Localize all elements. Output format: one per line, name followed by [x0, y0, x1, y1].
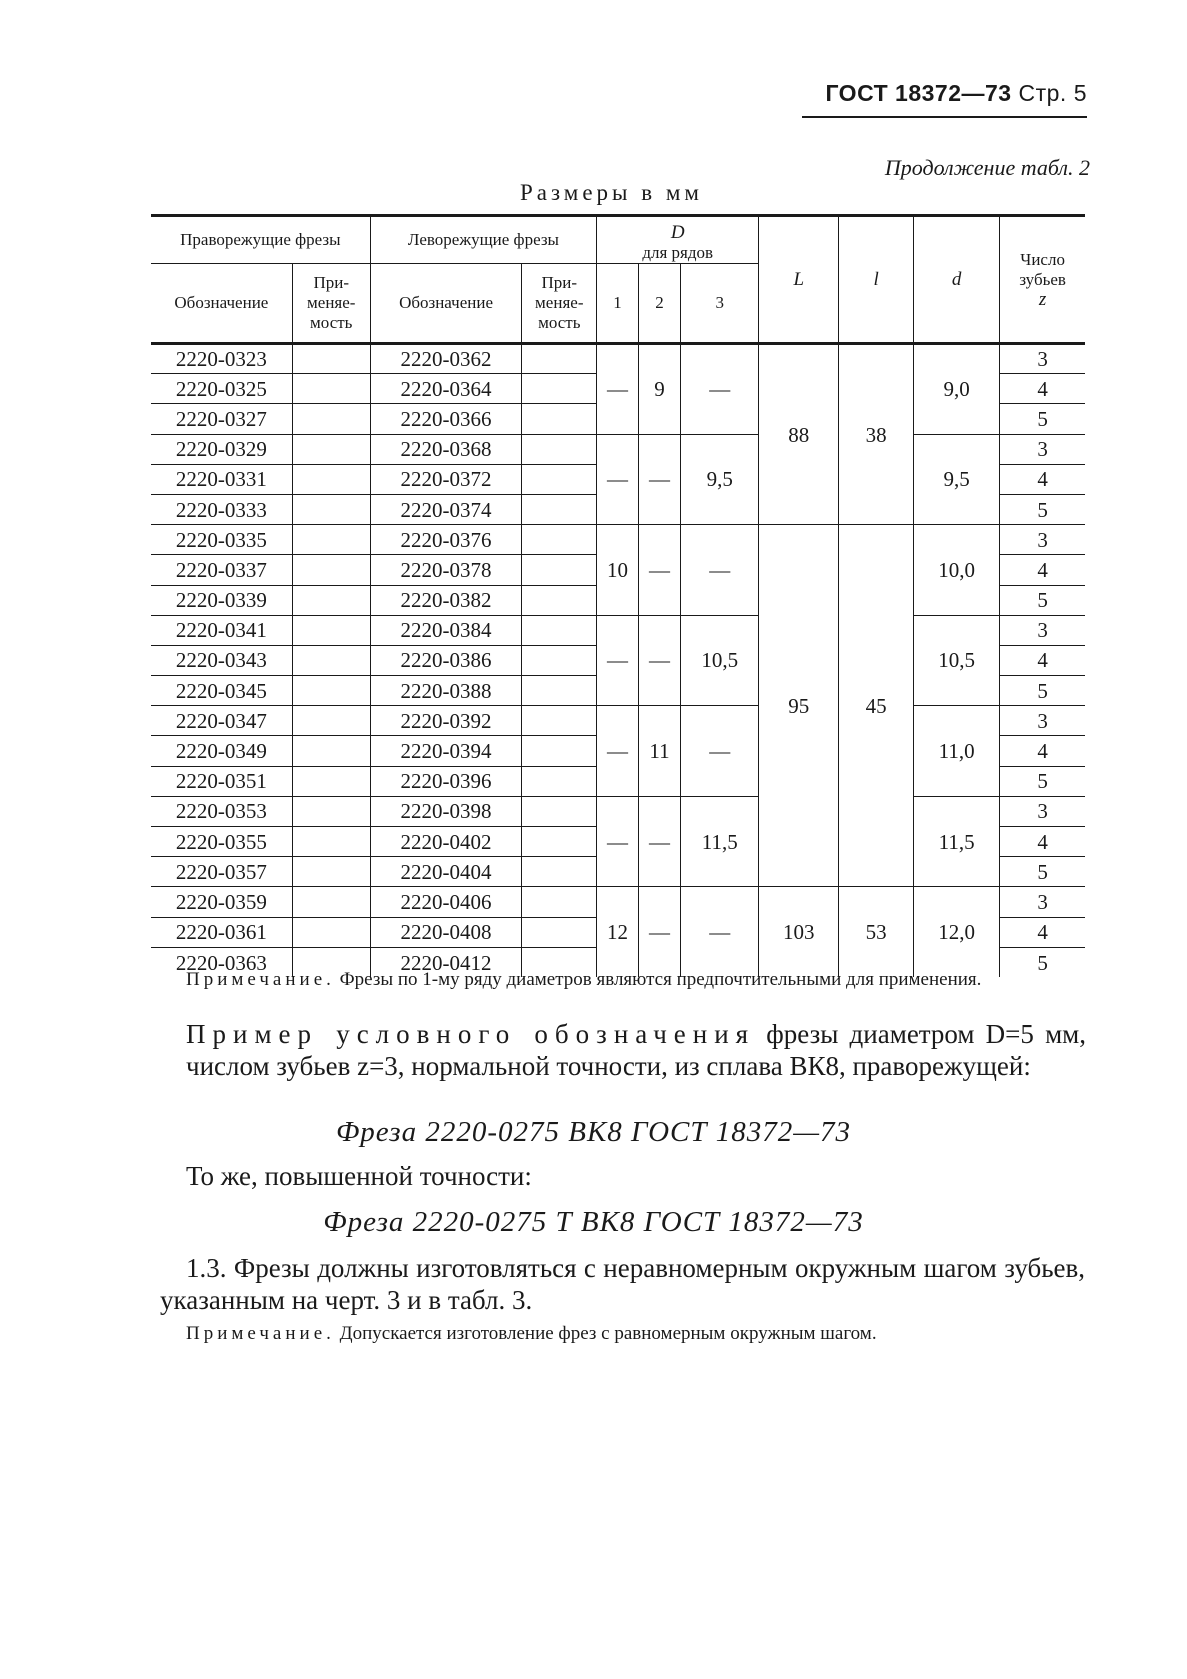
- d-cell: 9,5: [914, 434, 1000, 525]
- example-paragraph: [186, 1018, 1086, 1082]
- right-applicability-cell: [292, 766, 370, 796]
- left-cutters-header: Леворежущие фрезы: [370, 216, 596, 264]
- left-applicability-cell: [522, 796, 597, 826]
- left-applicability-cell: [522, 827, 597, 857]
- table-row: [151, 887, 1085, 917]
- right-applicability-cell: [292, 555, 370, 585]
- right-applicability-cell: [292, 434, 370, 464]
- d-row3-cell: —: [681, 344, 759, 435]
- note-uniform-pitch: [186, 1322, 1086, 1346]
- teeth-cell: 5: [1000, 404, 1085, 434]
- teeth-cell: 5: [1000, 766, 1085, 796]
- teeth-cell: 3: [1000, 525, 1085, 555]
- d-rows-header: [597, 216, 759, 264]
- d-cell: 10,5: [914, 615, 1000, 706]
- left-applicability-cell: [522, 676, 597, 706]
- left-applicability-cell: [522, 374, 597, 404]
- table-row: [151, 706, 1085, 736]
- right-applicability-cell: [292, 525, 370, 555]
- left-applicability-cell: [522, 464, 597, 494]
- right-designation-cell: 2220-0345: [151, 676, 292, 706]
- row1-header: 1: [597, 264, 639, 344]
- d-row1-cell: 12: [597, 887, 639, 978]
- left-applicability-cell: [522, 857, 597, 887]
- L-cell: 103: [759, 887, 839, 978]
- left-designation-cell: 2220-0398: [370, 796, 522, 826]
- table-row: [151, 344, 1085, 374]
- right-designation-cell: 2220-0355: [151, 827, 292, 857]
- left-designation-cell: 2220-0366: [370, 404, 522, 434]
- d-row2-cell: —: [638, 796, 681, 887]
- d-row3-cell: —: [681, 525, 759, 616]
- L-header: L: [759, 216, 839, 344]
- d-row2-cell: —: [638, 434, 681, 525]
- teeth-cell: 5: [1000, 494, 1085, 524]
- d-row1-cell: —: [597, 706, 639, 797]
- teeth-cell: 4: [1000, 555, 1085, 585]
- example-lead: Пример условного обозначения: [186, 1019, 756, 1049]
- right-designation-cell: 2220-0335: [151, 525, 292, 555]
- note-label: Примечание.: [186, 1323, 335, 1344]
- table-body: [151, 344, 1085, 978]
- right-designation-cell: 2220-0333: [151, 494, 292, 524]
- left-designation-cell: 2220-0378: [370, 555, 522, 585]
- right-applicability-cell: [292, 796, 370, 826]
- teeth-cell: 4: [1000, 736, 1085, 766]
- teeth-cell: 4: [1000, 917, 1085, 947]
- right-applicability-cell: [292, 857, 370, 887]
- note-text: Фрезы по 1-му ряду диаметров являются предпочтительными для применения.: [339, 969, 982, 990]
- teeth-cell: 5: [1000, 585, 1085, 615]
- standard-number: ГОСТ 18372—73: [825, 80, 1012, 106]
- left-applicability-cell: [522, 917, 597, 947]
- left-designation-cell: 2220-0402: [370, 827, 522, 857]
- left-applicability-cell: [522, 887, 597, 917]
- right-designation-cell: 2220-0353: [151, 796, 292, 826]
- teeth-cell: 4: [1000, 464, 1085, 494]
- left-applicability-cell: [522, 706, 597, 736]
- d-row2-cell: 9: [638, 344, 681, 435]
- teeth-cell: 3: [1000, 887, 1085, 917]
- right-designation-cell: 2220-0349: [151, 736, 292, 766]
- right-designation-cell: 2220-0323: [151, 344, 292, 374]
- table-row: [151, 434, 1085, 464]
- left-designation-cell: 2220-0392: [370, 706, 522, 736]
- d-row1-cell: —: [597, 434, 639, 525]
- teeth-cell: 3: [1000, 706, 1085, 736]
- left-designation-cell: 2220-0372: [370, 464, 522, 494]
- d-cell: 10,0: [914, 525, 1000, 616]
- right-designation-header: Обозначение: [151, 264, 292, 344]
- right-designation-cell: 2220-0363: [175, 950, 267, 975]
- left-applicability-cell: [522, 525, 597, 555]
- left-applicability-cell: [522, 494, 597, 524]
- right-applicability-cell: [292, 344, 370, 374]
- d-row2-cell: —: [638, 887, 681, 978]
- left-applicability-cell: [522, 645, 597, 675]
- right-designation-cell: 2220-0343: [151, 645, 292, 675]
- teeth-cell: 5: [1000, 857, 1085, 887]
- d-rows-label: для рядов: [642, 243, 714, 262]
- teeth-cell: 4: [1000, 827, 1085, 857]
- d-symbol: D: [670, 222, 685, 243]
- teeth-cell: 5: [1000, 947, 1085, 977]
- right-designation-cell: 2220-0337: [151, 555, 292, 585]
- d-row3-cell: 10,5: [681, 615, 759, 706]
- d-cell: 11,0: [914, 706, 1000, 797]
- units-caption: Размеры в мм: [520, 180, 703, 205]
- teeth-cell: 5: [1000, 676, 1085, 706]
- l-cell: 53: [839, 887, 914, 978]
- d-row3-cell: 9,5: [681, 434, 759, 525]
- L-cell: 88: [759, 344, 839, 525]
- cutter-dimensions-table: [151, 214, 1085, 977]
- table-row: [151, 796, 1085, 826]
- left-designation-cell: 2220-0406: [370, 887, 522, 917]
- right-applicability-cell: [292, 736, 370, 766]
- left-applicability-cell: [522, 404, 597, 434]
- teeth-header: [1000, 216, 1085, 344]
- right-applicability-cell: [292, 917, 370, 947]
- teeth-cell: 3: [1000, 344, 1085, 374]
- d-cell: 12,0: [914, 887, 1000, 978]
- d-row1-cell: 10: [597, 525, 639, 616]
- teeth-cell: 3: [1000, 796, 1085, 826]
- l-cell: 45: [839, 525, 914, 887]
- l-header: l: [839, 216, 914, 344]
- left-applicability-cell: [522, 555, 597, 585]
- teeth-cell: 3: [1000, 615, 1085, 645]
- left-applicability-cell: [522, 615, 597, 645]
- left-applicability-cell: [522, 585, 597, 615]
- left-designation-cell: 2220-0376: [370, 525, 522, 555]
- d-row1-cell: —: [597, 796, 639, 887]
- left-designation-cell: 2220-0384: [370, 615, 522, 645]
- teeth-cell: 4: [1000, 374, 1085, 404]
- d-row3-cell: —: [681, 887, 759, 978]
- table-continuation-caption: Продолжение табл. 2: [884, 155, 1090, 180]
- L-cell: 95: [759, 525, 839, 887]
- left-designation-cell: 2220-0404: [370, 857, 522, 887]
- left-designation-cell: 2220-0364: [370, 374, 522, 404]
- right-designation-cell: 2220-0329: [151, 434, 292, 464]
- teeth-symbol: z: [1038, 288, 1047, 310]
- d-row2-cell: 11: [638, 706, 681, 797]
- teeth-cell: 4: [1000, 645, 1085, 675]
- right-designation-cell: 2220-0351: [151, 766, 292, 796]
- left-designation-cell: 2220-0408: [370, 917, 522, 947]
- right-applicability-header: При- меняе- мость: [292, 264, 370, 344]
- right-applicability-cell: [292, 676, 370, 706]
- left-designation-cell: 2220-0388: [370, 676, 522, 706]
- designation-high: Фреза 2220-0275 Т ВК8 ГОСТ 18372—73: [323, 1206, 864, 1238]
- same-high-precision: То же, повышенной точности:: [186, 1161, 532, 1191]
- left-designation-header: Обозначение: [370, 264, 522, 344]
- right-designation-cell: 2220-0347: [151, 706, 292, 736]
- note-preferred-series: [186, 968, 1086, 992]
- right-applicability-cell: [292, 494, 370, 524]
- d-cell: 11,5: [914, 796, 1000, 887]
- left-designation-cell: 2220-0382: [370, 585, 522, 615]
- left-applicability-cell: [522, 736, 597, 766]
- page-number: Стр. 5: [1018, 80, 1087, 106]
- d-header: d: [914, 216, 1000, 344]
- left-designation-cell: 2220-0386: [370, 645, 522, 675]
- d-row1-cell: —: [597, 344, 639, 435]
- note-label: Примечание.: [186, 969, 335, 990]
- right-applicability-cell: [292, 887, 370, 917]
- right-applicability-cell: [292, 374, 370, 404]
- l-cell: 38: [839, 344, 914, 525]
- right-applicability-cell: [292, 706, 370, 736]
- right-applicability-cell: [292, 645, 370, 675]
- header-rule: [802, 116, 1087, 118]
- left-designation-cell: 2220-0362: [370, 344, 522, 374]
- d-row2-cell: —: [638, 615, 681, 706]
- table-row: [151, 615, 1085, 645]
- d-row1-cell: —: [597, 615, 639, 706]
- left-applicability-cell: [522, 766, 597, 796]
- left-applicability-cell: [522, 344, 597, 374]
- teeth-cell: 3: [1000, 434, 1085, 464]
- left-designation-cell: 2220-0396: [370, 766, 522, 796]
- right-applicability-cell: [292, 404, 370, 434]
- d-row2-cell: —: [638, 525, 681, 616]
- right-applicability-cell: [292, 585, 370, 615]
- d-cell: 9,0: [914, 344, 1000, 435]
- d-row3-cell: 11,5: [681, 796, 759, 887]
- table-row: [151, 525, 1085, 555]
- right-designation-cell: 2220-0361: [151, 917, 292, 947]
- left-designation-cell: 2220-0394: [370, 736, 522, 766]
- right-designation-cell: 2220-0331: [151, 464, 292, 494]
- row3-header: 3: [681, 264, 759, 344]
- example-text: фрезы диаметром D=5 мм, числом зубьев z=3, нормальной точности, из сплава ВК8, праворежущей:: [186, 1019, 1087, 1081]
- row2-header: 2: [638, 264, 681, 344]
- right-designation-cell: 2220-0357: [151, 857, 292, 887]
- left-applicability-header: При- меняе- мость: [522, 264, 597, 344]
- right-applicability-cell: [292, 827, 370, 857]
- right-applicability-cell: [292, 464, 370, 494]
- right-cutters-header: Праворежущие фрезы: [151, 216, 370, 264]
- right-designation-cell: 2220-0359: [151, 887, 292, 917]
- teeth-label: Число зубьев: [1019, 249, 1066, 289]
- left-designation-cell: 2220-0374: [370, 494, 522, 524]
- left-applicability-cell: [522, 434, 597, 464]
- right-designation-cell: 2220-0327: [151, 404, 292, 434]
- note-text: Допускается изготовление фрез с равномерным окружным шагом.: [339, 1323, 877, 1344]
- right-designation-cell: 2220-0339: [151, 585, 292, 615]
- right-applicability-cell: [292, 615, 370, 645]
- page-header: [825, 80, 1087, 107]
- right-designation-cell: 2220-0325: [151, 374, 292, 404]
- left-designation-cell: 2220-0368: [370, 434, 522, 464]
- d-row3-cell: —: [681, 706, 759, 797]
- clause-1-3: 1.3. Фрезы должны изготовляться с неравномерным окружным шагом зубьев, указанным на черт. 3 и в табл. 3.: [160, 1253, 1085, 1315]
- left-designation-cell: 2220-0412: [370, 947, 522, 977]
- right-designation-cell: 2220-0341: [151, 615, 292, 645]
- designation-normal: Фреза 2220-0275 ВК8 ГОСТ 18372—73: [335, 1116, 852, 1148]
